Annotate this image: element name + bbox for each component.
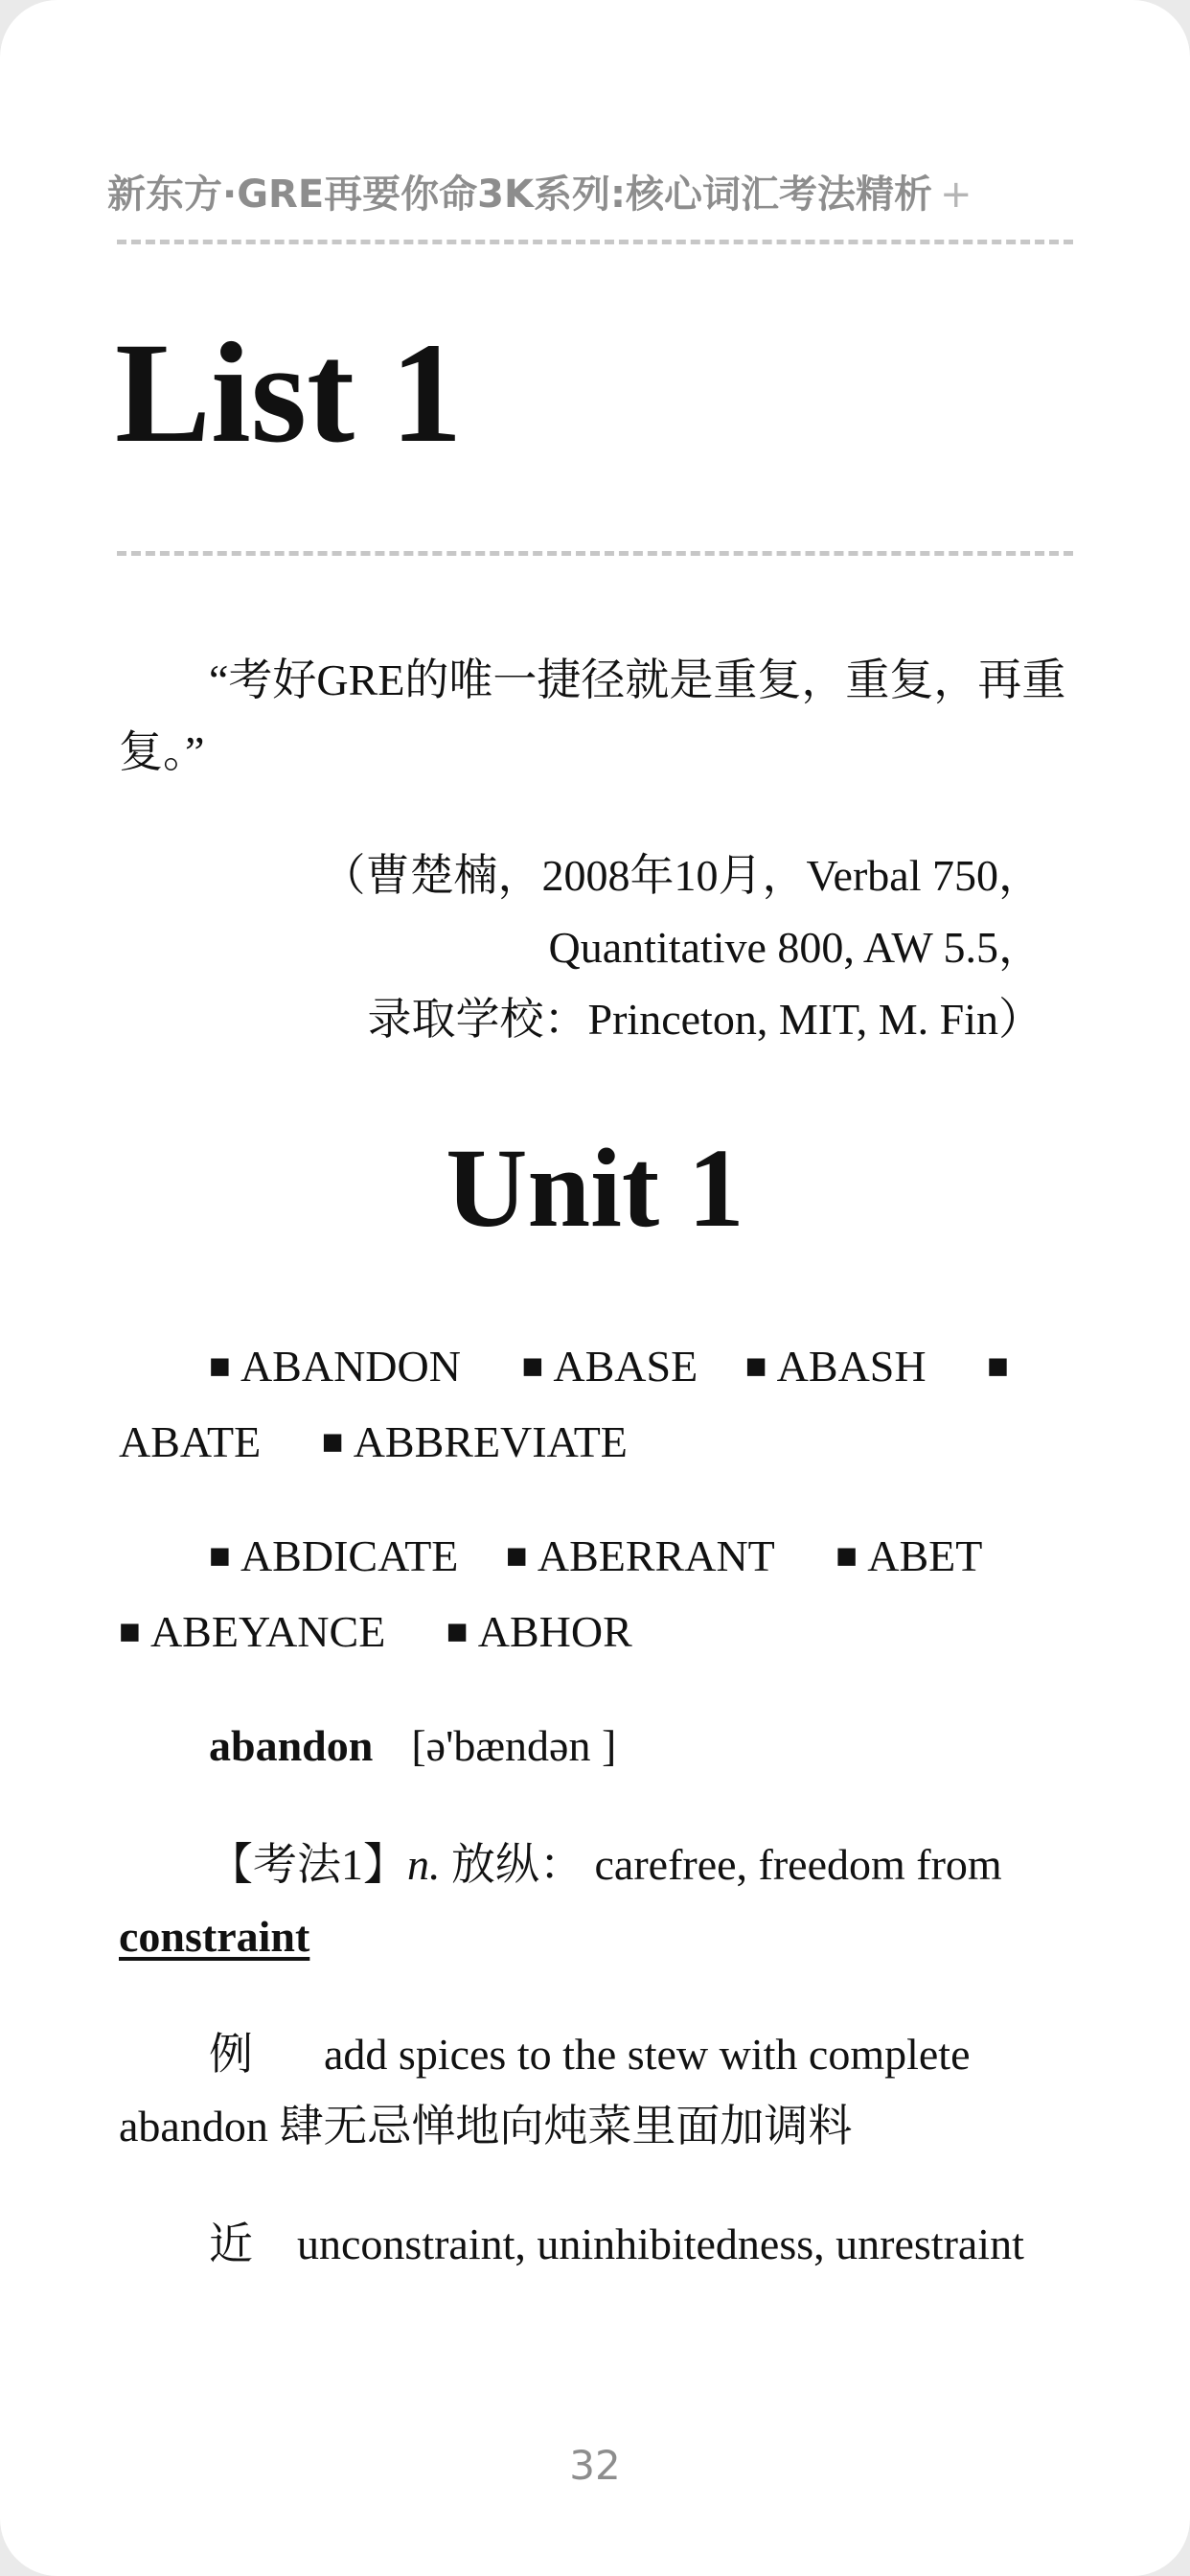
bullet-square-icon: ■ bbox=[521, 1346, 544, 1387]
attribution-line: 录取学校：Princeton, MIT, M. Fin） bbox=[367, 995, 1042, 1044]
bullet-square-icon: ■ bbox=[119, 1612, 141, 1652]
book-title: 新东方·GRE再要你命3K系列:核心词汇考法精析 bbox=[107, 172, 932, 217]
word-item: ABANDON bbox=[240, 1342, 461, 1391]
bullet-square-icon: ■ bbox=[321, 1422, 344, 1462]
list-title: List 1 bbox=[115, 313, 463, 472]
quote-attribution bbox=[119, 840, 1042, 1055]
bullet-square-icon: ■ bbox=[446, 1612, 469, 1652]
word-item: ABDICATE bbox=[240, 1531, 459, 1580]
example-text-cont: abandon 肆无忌惮地向炖菜里面加调料 bbox=[119, 2102, 853, 2150]
synonyms bbox=[209, 2208, 1024, 2280]
meaning-cn: 放纵： bbox=[451, 1840, 584, 1889]
bullet-square-icon: ■ bbox=[835, 1536, 858, 1576]
page-number: 32 bbox=[569, 2442, 621, 2489]
word-item: ABERRANT bbox=[537, 1531, 775, 1580]
bullet-square-icon: ■ bbox=[505, 1536, 528, 1576]
plus-icon[interactable]: + bbox=[939, 172, 973, 217]
word-item: ABBREVIATE bbox=[353, 1417, 628, 1466]
definition: carefree, freedom from bbox=[594, 1840, 1002, 1889]
definition-keyword: constraint bbox=[119, 1912, 310, 1961]
unit-title: Unit 1 bbox=[446, 1125, 744, 1251]
bullet-square-icon: ■ bbox=[209, 1536, 231, 1576]
word-item: ABASH bbox=[776, 1342, 927, 1391]
motto-quote: “考好GRE的唯一捷径就是重复，重复，再重复。” bbox=[119, 656, 1066, 776]
bullet-square-icon: ■ bbox=[209, 1346, 231, 1387]
part-of-speech: n. bbox=[407, 1840, 441, 1889]
example bbox=[119, 2018, 1073, 2162]
word-group-1 bbox=[119, 1330, 1073, 1482]
phonetic: [ə'bændən ] bbox=[411, 1721, 617, 1770]
word-item: ABASE bbox=[553, 1342, 698, 1391]
bullet-square-icon: ■ bbox=[987, 1346, 1010, 1387]
usage-definition bbox=[119, 1828, 1073, 1972]
attribution-line: （曹楚楠，2008年10月，Verbal 750， bbox=[321, 851, 1042, 900]
kaofa-label: 【考法1】 bbox=[209, 1840, 407, 1889]
synonym-list: unconstraint, uninhibitedness, unrestraint bbox=[297, 2220, 1024, 2268]
section-divider bbox=[117, 551, 1073, 556]
bullet-square-icon: ■ bbox=[744, 1346, 767, 1387]
word-item: ABHOR bbox=[477, 1607, 632, 1656]
example-text: add spices to the stew with complete bbox=[324, 2030, 971, 2079]
word-item: ABEYANCE bbox=[149, 1607, 386, 1656]
running-header bbox=[107, 171, 1075, 218]
word-item: ABET bbox=[867, 1531, 983, 1580]
attribution-line: Quantitative 800, AW 5.5， bbox=[548, 923, 1042, 972]
synonym-label: 近 bbox=[209, 2220, 253, 2268]
headword: abandon bbox=[209, 1721, 374, 1770]
word-group-2 bbox=[119, 1520, 1073, 1671]
entry-header bbox=[209, 1710, 616, 1782]
header-divider bbox=[117, 240, 1073, 244]
example-label: 例 bbox=[209, 2030, 253, 2079]
word-item: ABATE bbox=[119, 1417, 262, 1466]
